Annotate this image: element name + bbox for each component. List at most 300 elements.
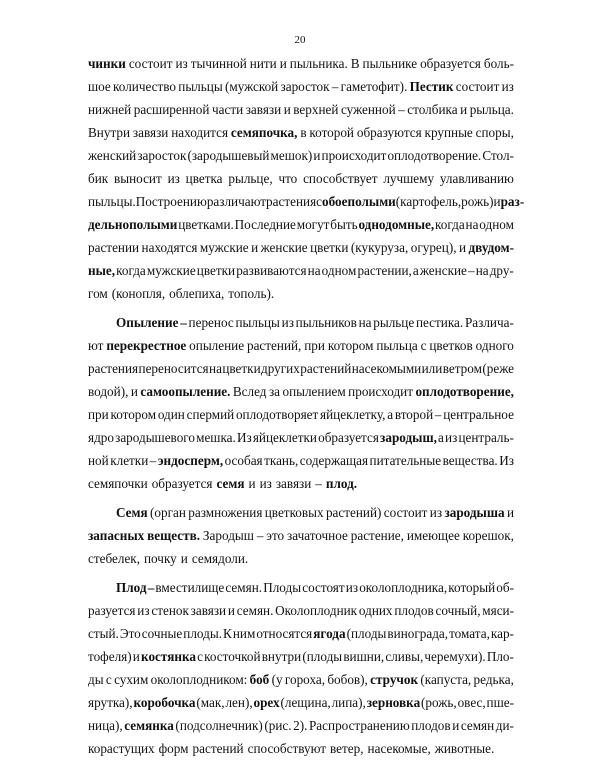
bold-term: перекрестное bbox=[106, 338, 187, 353]
word: цветковых bbox=[264, 505, 324, 520]
word: разуется bbox=[88, 603, 136, 618]
word: и bbox=[251, 240, 259, 255]
word: оплодотворение. bbox=[387, 148, 482, 163]
word: развиваются bbox=[236, 263, 307, 278]
text-line bbox=[88, 599, 514, 622]
word: женские bbox=[419, 263, 467, 278]
text-line bbox=[88, 334, 514, 357]
word: женский bbox=[88, 148, 137, 163]
word: ним bbox=[232, 626, 256, 641]
word: ядро bbox=[88, 430, 114, 445]
word: питательные bbox=[369, 453, 442, 468]
text-line bbox=[88, 622, 514, 645]
bold-term: обоеполыми bbox=[322, 194, 396, 209]
word: второй bbox=[394, 407, 434, 422]
bold-term: самоопыление. bbox=[140, 384, 231, 399]
word: – bbox=[256, 528, 264, 543]
word: клетки bbox=[110, 453, 149, 468]
word: один bbox=[157, 407, 185, 422]
word: рыльце bbox=[373, 315, 415, 330]
word: нижней bbox=[88, 102, 132, 117]
word: цветки bbox=[222, 361, 261, 376]
word: ветром bbox=[442, 361, 482, 376]
word: По bbox=[135, 194, 152, 209]
word: Стол- bbox=[482, 148, 514, 163]
word: находится bbox=[171, 125, 229, 140]
word: Распространению bbox=[308, 718, 410, 733]
word: образуются bbox=[356, 125, 422, 140]
word: пыльцы bbox=[178, 79, 223, 94]
word: что bbox=[278, 171, 298, 186]
text-line bbox=[88, 524, 514, 547]
bold-term: Пестик bbox=[409, 79, 454, 94]
word: – bbox=[315, 476, 322, 491]
word: одних bbox=[358, 603, 393, 618]
word: липа), bbox=[331, 695, 366, 710]
text-line bbox=[88, 472, 514, 495]
word: (плоды bbox=[302, 649, 343, 664]
word: внутри bbox=[261, 649, 302, 664]
word: количество bbox=[113, 79, 176, 94]
word: споры, bbox=[475, 125, 514, 140]
word: (лещина, bbox=[280, 695, 331, 710]
bold-term: зерновка bbox=[366, 695, 421, 710]
word: столбика bbox=[407, 102, 458, 117]
bold-term: запасных bbox=[88, 528, 145, 543]
text-line bbox=[88, 121, 514, 144]
word: – bbox=[331, 79, 339, 94]
page-number: 20 bbox=[294, 34, 306, 46]
word: яйцеклетку, bbox=[320, 407, 386, 422]
word: – bbox=[434, 407, 442, 422]
text-line bbox=[88, 144, 514, 167]
word: способствует bbox=[303, 171, 378, 186]
word: яйцеклетки bbox=[252, 430, 317, 445]
word: тополь). bbox=[228, 286, 275, 301]
paragraph bbox=[88, 576, 514, 760]
word: томата, bbox=[449, 626, 490, 641]
word: (мужской bbox=[224, 79, 279, 94]
word: рыльце, bbox=[228, 171, 273, 186]
bold-term: однодомные, bbox=[358, 217, 435, 232]
text-line bbox=[88, 449, 514, 472]
word: который bbox=[448, 580, 496, 595]
word: Из bbox=[499, 453, 514, 468]
word: Плоды bbox=[263, 580, 302, 595]
word: и bbox=[283, 102, 291, 117]
word: гаметофит). bbox=[340, 79, 408, 94]
word: а bbox=[438, 430, 444, 445]
word: улавливанию bbox=[439, 171, 514, 186]
word: водой), bbox=[88, 384, 129, 399]
word: мяси- bbox=[482, 603, 514, 618]
word: вишни, bbox=[343, 649, 385, 664]
bold-term: – bbox=[147, 580, 155, 595]
word: пыльцы. bbox=[88, 194, 136, 209]
word: – bbox=[149, 453, 157, 468]
word: а bbox=[412, 263, 419, 278]
word: плодов bbox=[394, 603, 434, 618]
word: К bbox=[223, 626, 232, 641]
word: содержащая bbox=[299, 453, 369, 468]
word: растении bbox=[88, 240, 140, 255]
word: относятся bbox=[256, 626, 313, 641]
word: плодов bbox=[411, 718, 451, 733]
word: ткань, bbox=[264, 453, 299, 468]
word: с bbox=[105, 672, 112, 687]
bold-term: зародыш, bbox=[380, 430, 437, 445]
text-line bbox=[88, 645, 514, 668]
word: растений bbox=[300, 361, 352, 376]
word: переносится bbox=[138, 361, 209, 376]
paragraph bbox=[88, 311, 514, 495]
word: и bbox=[458, 240, 467, 255]
word: пестика. bbox=[415, 315, 464, 330]
word: перенос bbox=[188, 315, 234, 330]
word: косточкой bbox=[204, 649, 261, 664]
word: на bbox=[465, 217, 479, 232]
text-line bbox=[88, 547, 514, 570]
word: (подсолнечник) bbox=[175, 718, 263, 733]
text-line bbox=[88, 167, 514, 190]
word: околоплодником: bbox=[150, 672, 248, 687]
bold-term: оплодотворение, bbox=[415, 384, 514, 399]
text-line bbox=[88, 75, 514, 98]
word: околоплодника, bbox=[359, 580, 448, 595]
word: шое bbox=[88, 79, 111, 94]
text-line bbox=[88, 380, 514, 403]
word: и bbox=[460, 102, 468, 117]
word: сочный, bbox=[435, 603, 481, 618]
bold-term: семянка bbox=[124, 718, 174, 733]
word: (у bbox=[271, 672, 283, 687]
word: мешка. bbox=[196, 430, 236, 445]
word: которой bbox=[309, 125, 354, 140]
word: Внутри bbox=[88, 125, 131, 140]
word: зачаточное bbox=[287, 528, 348, 543]
word: семяпочки bbox=[88, 476, 148, 491]
word: и bbox=[227, 603, 235, 618]
bold-term: стручок bbox=[370, 672, 419, 687]
word: бобов), bbox=[327, 672, 368, 687]
word: Из bbox=[236, 430, 252, 445]
word: (мак, bbox=[196, 695, 225, 710]
word: из bbox=[259, 476, 272, 491]
word: способствуют bbox=[247, 741, 327, 756]
word: происходит bbox=[348, 384, 413, 399]
word: из bbox=[281, 315, 294, 330]
word: из bbox=[429, 505, 443, 520]
word: мужские bbox=[146, 263, 196, 278]
word: образуется bbox=[151, 476, 213, 491]
word: форм bbox=[158, 741, 189, 756]
word: лучшему bbox=[383, 171, 435, 186]
word: семян bbox=[460, 718, 495, 733]
word: гороха, bbox=[284, 672, 326, 687]
text-line bbox=[88, 213, 514, 236]
word: вместилище bbox=[155, 580, 225, 595]
text-line bbox=[88, 190, 525, 213]
word: при bbox=[88, 407, 109, 422]
word: нити bbox=[249, 56, 277, 71]
word: рожь) bbox=[461, 194, 494, 209]
word: растения bbox=[88, 361, 139, 376]
word: (плоды bbox=[346, 626, 387, 641]
word: спермий bbox=[186, 407, 235, 422]
word: состоит bbox=[128, 56, 173, 71]
word: имеющее bbox=[406, 528, 460, 543]
word: (зародышевый bbox=[187, 148, 270, 163]
word: суженной bbox=[340, 102, 396, 117]
word: насекомые, bbox=[367, 741, 431, 756]
word: – bbox=[398, 102, 405, 117]
word: и bbox=[493, 194, 501, 209]
word: ница), bbox=[88, 718, 123, 733]
text-line bbox=[88, 403, 514, 426]
word: образуется bbox=[420, 56, 481, 71]
text-line bbox=[88, 357, 514, 380]
word: на bbox=[358, 315, 372, 330]
bold-term: семя bbox=[216, 476, 245, 491]
word: и bbox=[248, 476, 256, 491]
word: из bbox=[501, 79, 514, 94]
word: расширенной bbox=[133, 102, 210, 117]
word: одном bbox=[321, 263, 357, 278]
word: корешок, bbox=[462, 528, 514, 543]
text-line bbox=[88, 714, 514, 737]
word: и bbox=[313, 148, 321, 163]
paragraph bbox=[88, 501, 514, 570]
word: 2). bbox=[293, 718, 308, 733]
word: пше- bbox=[486, 695, 514, 710]
word: Вслед bbox=[232, 384, 267, 399]
word: лен), bbox=[225, 695, 253, 710]
bold-term: веществ. bbox=[147, 528, 201, 543]
text-line bbox=[88, 426, 514, 449]
word: (орган bbox=[150, 505, 186, 520]
word: дру- bbox=[489, 263, 514, 278]
word: завязи bbox=[245, 102, 282, 117]
word: одного bbox=[475, 338, 514, 353]
word: находятся bbox=[141, 240, 198, 255]
word: женские bbox=[260, 240, 308, 255]
bold-term: плод. bbox=[325, 476, 358, 491]
word: особая bbox=[224, 453, 263, 468]
word: крупные bbox=[424, 125, 473, 140]
word: корастущих bbox=[88, 741, 155, 756]
word: ярутка), bbox=[88, 695, 133, 710]
word: на bbox=[209, 361, 222, 376]
word: за bbox=[268, 384, 281, 399]
word: части bbox=[212, 102, 244, 117]
bold-term: коробочка bbox=[133, 695, 196, 710]
word: огурец), bbox=[410, 240, 457, 255]
word: из bbox=[345, 580, 359, 595]
word: на bbox=[475, 263, 489, 278]
word: сочные bbox=[141, 626, 183, 641]
word: сухим bbox=[114, 672, 149, 687]
word: когда bbox=[116, 263, 146, 278]
word: сливы, bbox=[385, 649, 424, 664]
word: состоят bbox=[302, 580, 345, 595]
word: заросток bbox=[137, 148, 187, 163]
word: или bbox=[421, 361, 443, 376]
word: центральное bbox=[443, 407, 514, 422]
word: состоит bbox=[455, 79, 500, 94]
text-line bbox=[88, 236, 514, 259]
word: завязи bbox=[275, 476, 312, 491]
text-line bbox=[88, 737, 514, 760]
word: и bbox=[132, 649, 140, 664]
word: на bbox=[307, 263, 321, 278]
word: из bbox=[445, 430, 458, 445]
word: (капуста, bbox=[420, 672, 472, 687]
word: рыльца. bbox=[469, 102, 514, 117]
word: цветками. bbox=[178, 217, 234, 232]
word: и bbox=[130, 384, 138, 399]
text-line bbox=[88, 691, 514, 714]
word: мешок) bbox=[270, 148, 313, 163]
word: ди- bbox=[495, 718, 514, 733]
word: и bbox=[279, 56, 287, 71]
word: растений, bbox=[246, 338, 302, 353]
word: бик bbox=[88, 171, 109, 186]
word: когда bbox=[435, 217, 465, 232]
word: пыльника. bbox=[289, 56, 348, 71]
word: происходит bbox=[321, 148, 387, 163]
word: овес, bbox=[457, 695, 486, 710]
text-line bbox=[88, 668, 514, 691]
word: (картофель, bbox=[395, 194, 462, 209]
word: растение, bbox=[350, 528, 404, 543]
word: и bbox=[180, 551, 188, 566]
text-line bbox=[88, 282, 514, 305]
word: (кукуруза, bbox=[350, 240, 409, 255]
word: с bbox=[420, 338, 427, 353]
word: ды bbox=[88, 672, 104, 687]
word: заросток bbox=[280, 79, 330, 94]
word: могут bbox=[296, 217, 330, 232]
bold-term: боб bbox=[249, 672, 270, 687]
word: выносит bbox=[114, 171, 162, 186]
word: черемухи). bbox=[424, 649, 486, 664]
text-line bbox=[88, 52, 514, 75]
word: насекомыми bbox=[351, 361, 422, 376]
word: централь- bbox=[458, 430, 514, 445]
word: состоит bbox=[383, 505, 428, 520]
word: с bbox=[197, 649, 203, 664]
word: тофеля) bbox=[88, 649, 132, 664]
word: из bbox=[167, 171, 180, 186]
bold-term: костянка bbox=[141, 649, 196, 664]
word: верхней bbox=[293, 102, 339, 117]
bold-term: – bbox=[180, 315, 187, 330]
word: образуется bbox=[318, 430, 379, 445]
word: пыльнике bbox=[362, 56, 418, 71]
word: В bbox=[350, 56, 360, 71]
word: цветка bbox=[185, 171, 223, 186]
text-line bbox=[88, 98, 514, 121]
word: различают bbox=[206, 194, 267, 209]
word: цветков bbox=[429, 338, 473, 353]
word: ветер, bbox=[330, 741, 364, 756]
word: растений bbox=[192, 741, 244, 756]
word: растения bbox=[266, 194, 317, 209]
word: пыльников bbox=[295, 315, 357, 330]
word: стебелек, bbox=[88, 551, 140, 566]
word: животные. bbox=[434, 741, 495, 756]
bold-term: ягода bbox=[313, 626, 346, 641]
text-line bbox=[88, 311, 514, 334]
bold-term: раз- bbox=[500, 194, 525, 209]
word: размножения bbox=[188, 505, 263, 520]
word: мужские bbox=[199, 240, 249, 255]
word: из bbox=[175, 56, 188, 71]
word: семядоли. bbox=[191, 551, 249, 566]
word: кар- bbox=[490, 626, 514, 641]
word: Различа- bbox=[464, 315, 514, 330]
word: редька, bbox=[473, 672, 514, 687]
bold-term: семяпочка, bbox=[230, 125, 298, 140]
word: и bbox=[506, 505, 514, 520]
word: зародышевого bbox=[115, 430, 195, 445]
word: с bbox=[316, 194, 323, 209]
word: семян. bbox=[225, 580, 263, 595]
word: растений) bbox=[325, 505, 382, 520]
word: Пло- bbox=[486, 649, 514, 664]
word: Последние bbox=[234, 217, 296, 232]
word: других bbox=[261, 361, 300, 376]
word: (рожь, bbox=[421, 695, 457, 710]
word: цветки bbox=[310, 240, 349, 255]
word: котором bbox=[327, 338, 374, 353]
word: завязи bbox=[190, 603, 227, 618]
word: вещества. bbox=[442, 453, 498, 468]
word: об- bbox=[496, 580, 514, 595]
text-line bbox=[88, 259, 514, 282]
word: и bbox=[452, 718, 460, 733]
word: (реже bbox=[482, 361, 514, 376]
paragraph bbox=[88, 52, 525, 305]
word: завязи bbox=[132, 125, 169, 140]
word: ной bbox=[88, 453, 109, 468]
word: в bbox=[300, 125, 307, 140]
word: опыление bbox=[189, 338, 245, 353]
word: стый. bbox=[88, 626, 119, 641]
text-line bbox=[88, 501, 514, 524]
bold-term: эндосперм, bbox=[157, 453, 224, 468]
word: – bbox=[468, 263, 475, 278]
word: гом bbox=[88, 286, 108, 301]
word: почку bbox=[144, 551, 177, 566]
word: цветки bbox=[196, 263, 236, 278]
word: (рис. bbox=[264, 718, 292, 733]
word: Зародыш bbox=[202, 528, 254, 543]
word: плоды. bbox=[183, 626, 223, 641]
bold-term: Плод bbox=[116, 580, 147, 595]
word: это bbox=[266, 528, 285, 543]
word: опылением bbox=[282, 384, 346, 399]
bold-term: Опыление bbox=[116, 315, 179, 330]
word: пыльцы bbox=[235, 315, 280, 330]
word: винограда, bbox=[387, 626, 449, 641]
word: а bbox=[387, 407, 394, 422]
word: ют bbox=[88, 338, 104, 353]
bold-term: двудом- bbox=[468, 240, 514, 255]
word: строению bbox=[151, 194, 207, 209]
bold-term: ные, bbox=[88, 263, 116, 278]
word: Это bbox=[119, 626, 141, 641]
